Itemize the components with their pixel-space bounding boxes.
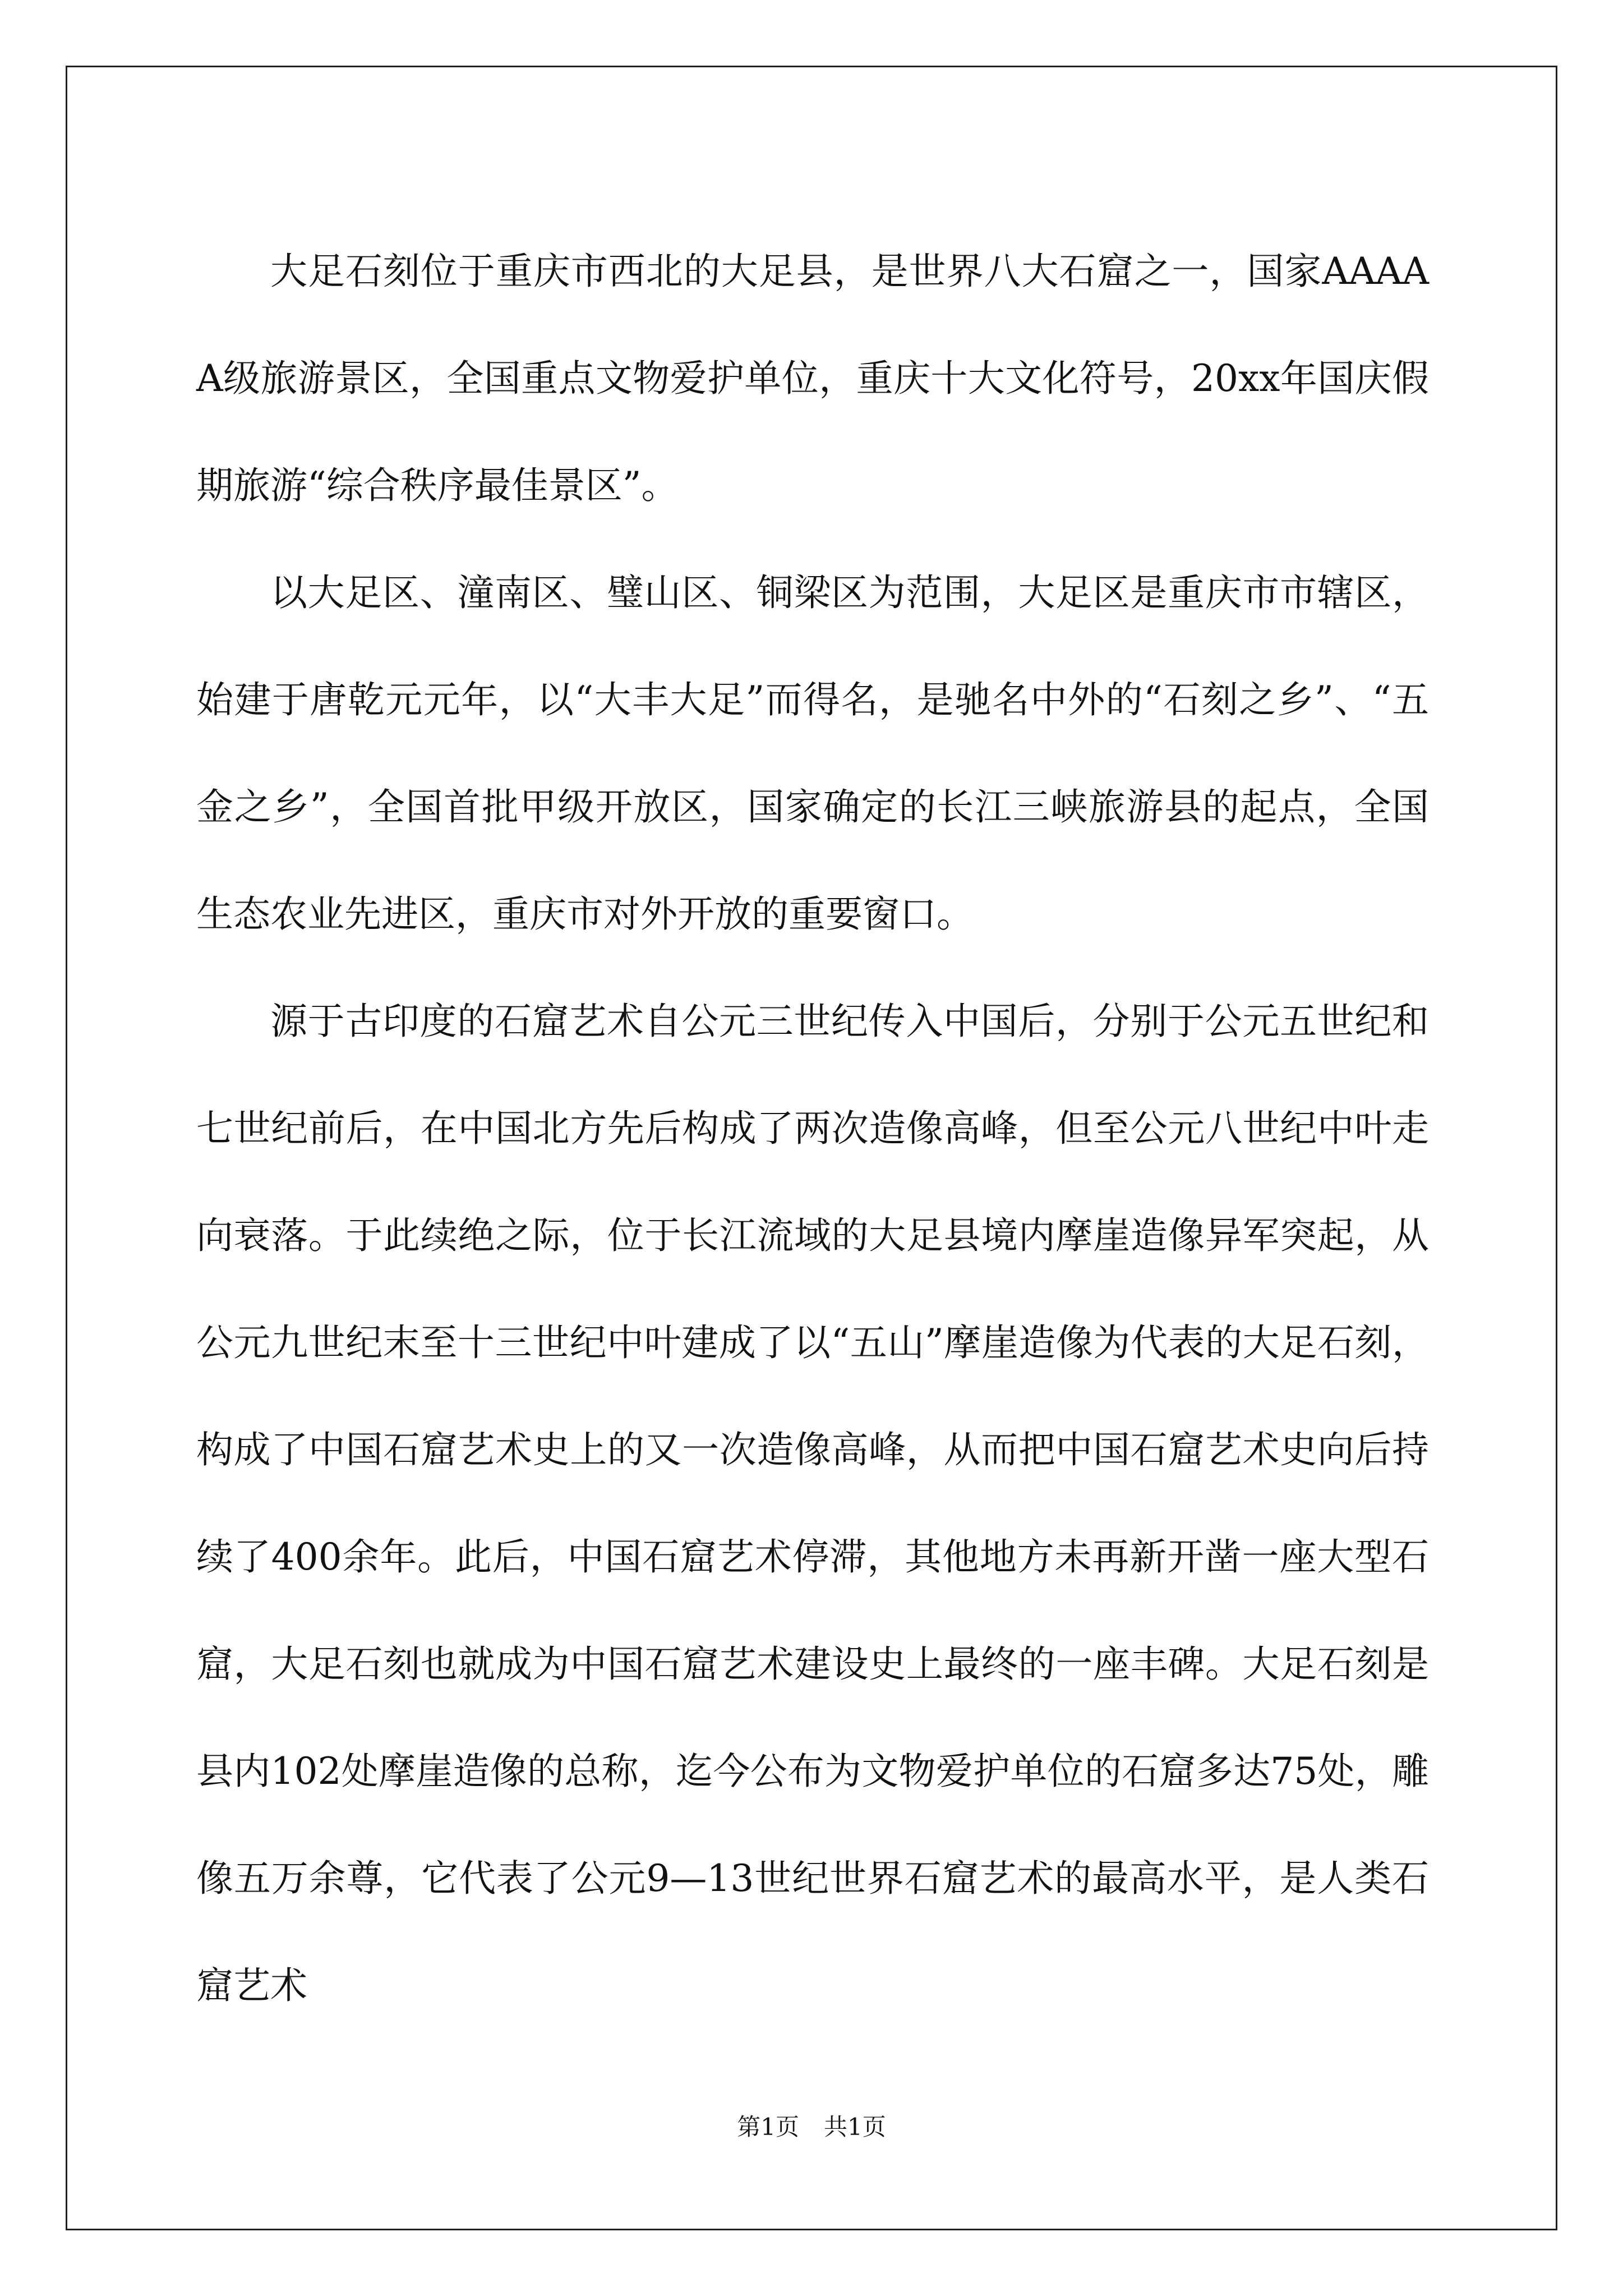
- page-footer: [0, 2110, 1623, 2144]
- page-total: 共1页: [824, 2113, 886, 2141]
- document-body: [196, 218, 1429, 2039]
- page-number: 第1页: [737, 2113, 799, 2141]
- paragraph: 以大足区、潼南区、璧山区、铜梁区为范围，大足区是重庆市市辖区，始建于唐乾元元年，以“大丰大足”而得名，是驰名中外的“石刻之乡”、“五金之乡”，全国首批甲级开放区，国家确定的长江三峡旅游县的起点，全国生态农业先进区，重庆市对外开放的重要窗口。: [196, 571, 1429, 936]
- paragraph: 大足石刻位于重庆市西北的大足县，是世界八大石窟之一，国家AAAAA级旅游景区，全国重点文物爱护单位，重庆十大文化符号，20xx年国庆假期旅游“综合秩序最佳景区”。: [196, 250, 1429, 507]
- paragraph: 源于古印度的石窟艺术自公元三世纪传入中国后，分别于公元五世纪和七世纪前后，在中国北方先后构成了两次造像高峰，但至公元八世纪中叶走向衰落。于此续绝之际，位于长江流域的大足县境内摩崖造像异军突起，从公元九世纪末至十三世纪中叶建成了以“五山”摩崖造像为代表的大足石刻，构成了中国石窟艺术史上的又一次造像高峰，从而把中国石窟艺术史向后持续了400余年。此后，中国石窟艺术停滞，其他地方未再新开凿一座大型石窟，大足石刻也就成为中国石窟艺术建设史上最终的一座丰碑。大足石刻是县内102处摩崖造像的总称，迄今公布为文物爱护单位的石窟多达75处，雕像五万余尊，它代表了公元9—13世纪世界石窟艺术的最高水平，是人类石窟艺术: [196, 1000, 1429, 2007]
